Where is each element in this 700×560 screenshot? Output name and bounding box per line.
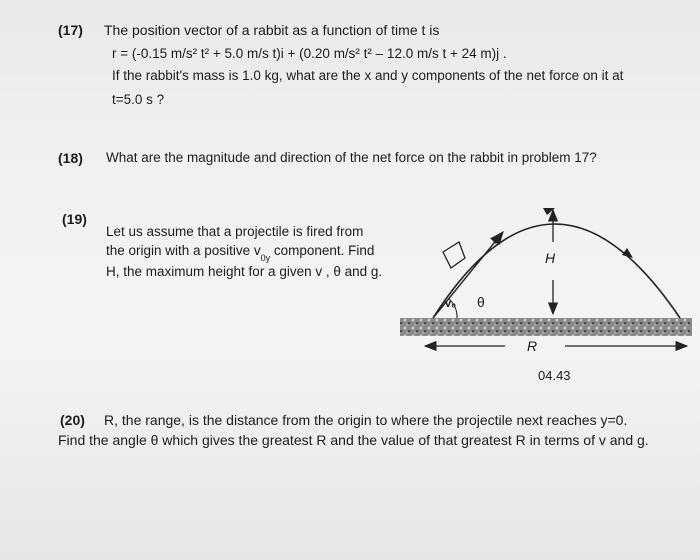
trajectory-arc: [433, 224, 680, 318]
range-label: R: [527, 338, 538, 354]
initial-velocity-vector: [433, 232, 503, 318]
question-20-line-2: Find the angle θ which gives the greatest R and the value of that greatest R in terms of v and g.: [58, 432, 649, 448]
projectile-figure: [395, 190, 695, 360]
velocity-label: v₀: [445, 298, 457, 310]
launcher: [443, 242, 465, 268]
question-19-line-3: H, the maximum height for a given v , θ and g.: [106, 264, 383, 279]
question-19-line-1: Let us assume that a projectile is fired from: [106, 224, 364, 239]
question-19-line-2-start: the origin with a positive v: [106, 243, 261, 258]
figure-caption: 04.43: [538, 368, 571, 383]
question-20-number: (20): [60, 412, 85, 428]
question-18-number: (18): [58, 150, 83, 166]
question-19-number: (19): [62, 211, 87, 227]
question-19-line-2: [106, 243, 375, 263]
angle-label: θ: [477, 294, 485, 310]
question-18-text: What are the magnitude and direction of the net force on the rabbit in problem 17?: [106, 150, 597, 165]
question-17-line-1: The position vector of a rabbit as a function of time t is: [104, 22, 440, 38]
question-17-line-2: r = (-0.15 m/s² t² + 5.0 m/s t)i + (0.20 m/s² t² – 12.0 m/s t + 24 m)j .: [112, 46, 507, 61]
question-20-line-1: R, the range, is the distance from the origin to where the projectile next reaches y=0.: [104, 412, 628, 428]
projectile-diagram: [395, 190, 695, 383]
trajectory-arrow-3: [622, 248, 633, 258]
question-17-number: (17): [58, 22, 83, 38]
ground-strip: [400, 318, 692, 336]
v0y-subscript: 0y: [260, 253, 271, 263]
question-17-line-4: t=5.0 s ?: [112, 92, 165, 107]
question-17-line-3: If the rabbit's mass is 1.0 kg, what are the x and y components of the net force on it at: [112, 68, 624, 83]
height-label: H: [545, 250, 556, 266]
question-19-line-2-end: component. Find: [270, 243, 375, 258]
